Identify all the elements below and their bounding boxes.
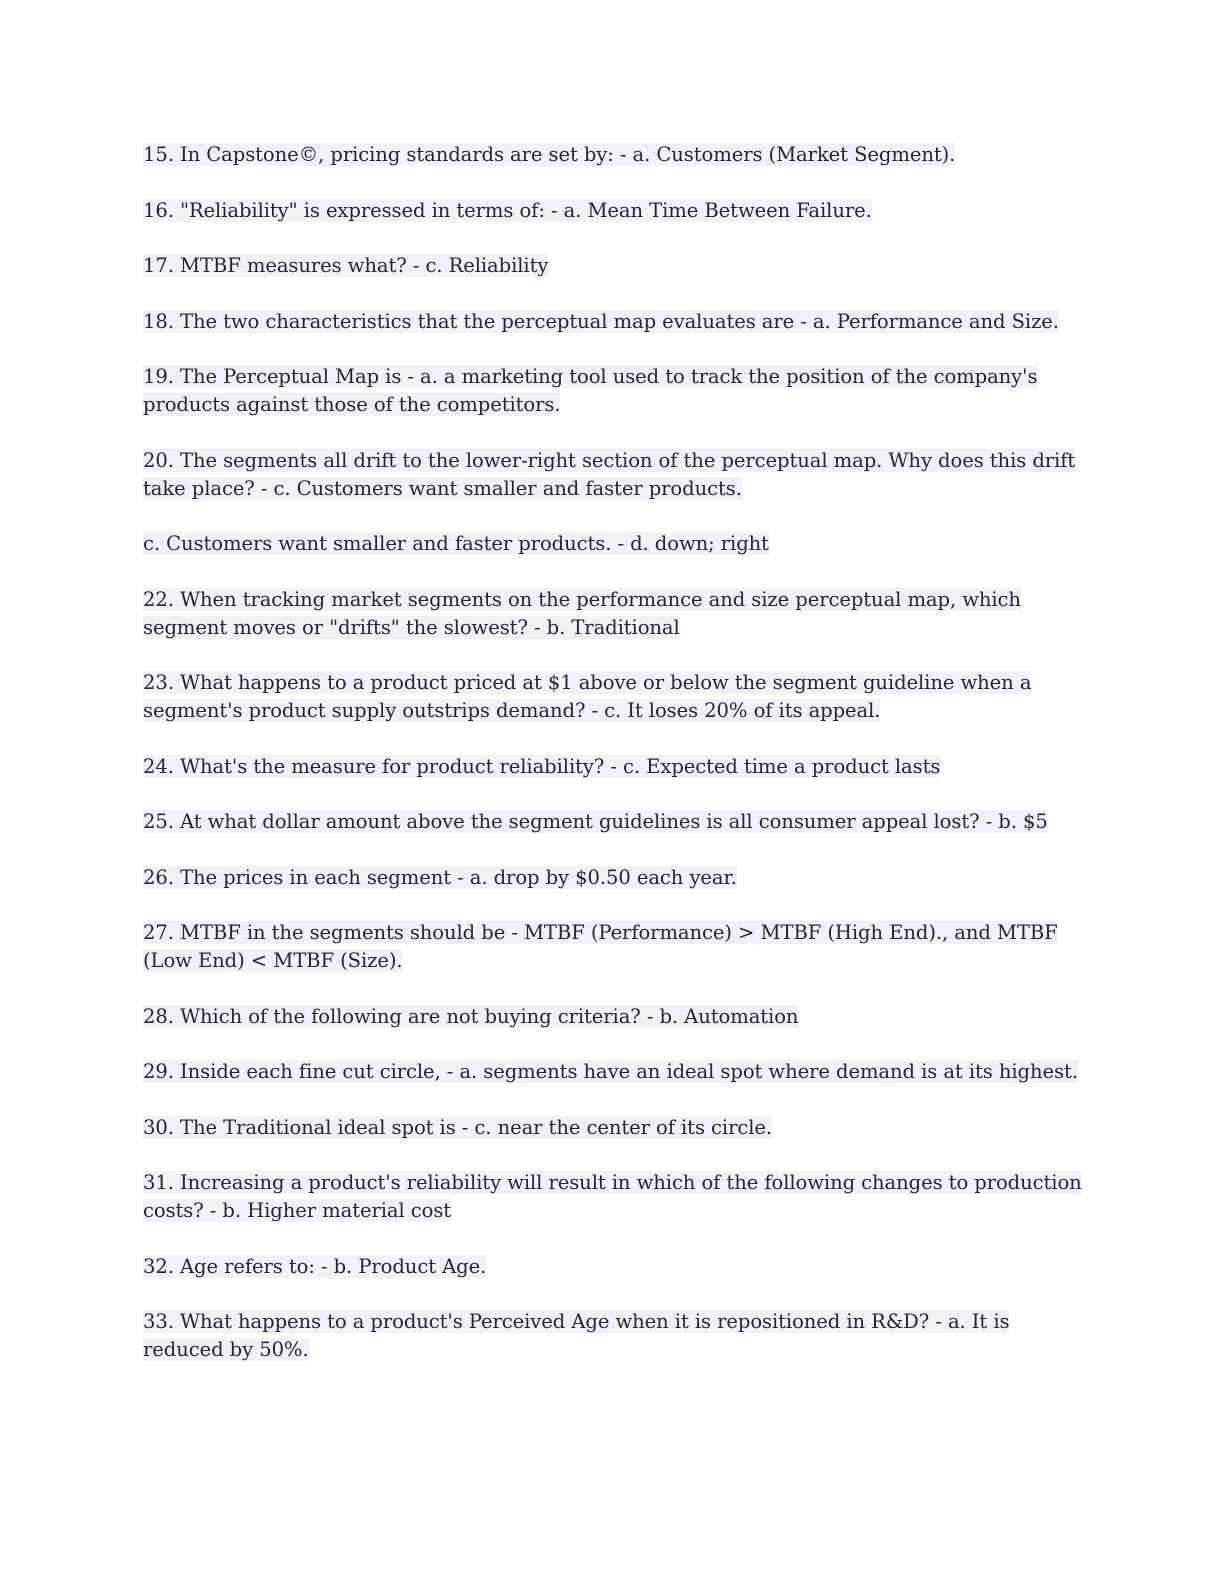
qa-text: 28. Which of the following are not buying criteria? - b. Automation xyxy=(143,1004,799,1028)
qa-text: 16. "Reliability" is expressed in terms of: - a. Mean Time Between Failure. xyxy=(143,198,872,222)
qa-item-21 xyxy=(143,530,1083,558)
qa-item-22 xyxy=(143,586,1083,642)
qa-text: 30. The Traditional ideal spot is - c. near the center of its circle. xyxy=(143,1115,772,1139)
qa-item-16 xyxy=(143,197,1083,225)
qa-item-29 xyxy=(143,1058,1083,1086)
qa-text: 22. When tracking market segments on the performance and size perceptual map, which segment moves or "drifts" the slowest? - b. Traditional xyxy=(143,587,1021,639)
qa-text: 27. MTBF in the segments should be - MTBF (Performance) > MTBF (High End)., and MTBF (Low End) < MTBF (Size). xyxy=(143,921,1058,972)
qa-text: 31. Increasing a product's reliability will result in which of the following changes to production costs? - b. Higher material cost xyxy=(143,1171,1082,1222)
qa-text: 32. Age refers to: - b. Product Age. xyxy=(143,1254,487,1278)
qa-text: 23. What happens to a product priced at $1 above or below the segment guideline when a segment's product supply outstrips demand? - c. It loses 20% of its appeal. xyxy=(143,671,1032,722)
qa-item-19 xyxy=(143,363,1083,419)
qa-text: 29. Inside each fine cut circle, - a. segments have an ideal spot where demand is at its highest. xyxy=(143,1060,1078,1083)
qa-text: 17. MTBF measures what? - c. Reliability xyxy=(143,254,549,277)
qa-text: 25. At what dollar amount above the segment guidelines is all consumer appeal lost? - b. $5 xyxy=(143,810,1048,833)
qa-text: 19. The Perceptual Map is - a. a marketing tool used to track the position of the company's products against those of the competitors. xyxy=(143,365,1038,416)
qa-item-23 xyxy=(143,669,1083,725)
qa-item-20 xyxy=(143,447,1083,503)
qa-item-26 xyxy=(143,864,1083,892)
qa-text: 18. The two characteristics that the perceptual map evaluates are - a. Performance and Size. xyxy=(143,309,1059,333)
qa-item-28 xyxy=(143,1003,1083,1031)
qa-text: c. Customers want smaller and faster products. - d. down; right xyxy=(143,532,769,555)
qa-text: 33. What happens to a product's Perceived Age when it is repositioned in R&D? - a. It is reduced by 50%. xyxy=(143,1310,1010,1361)
qa-item-25 xyxy=(143,808,1083,836)
document-page xyxy=(143,141,1083,1392)
qa-item-33 xyxy=(143,1308,1083,1364)
qa-text: 26. The prices in each segment - a. drop by $0.50 each year. xyxy=(143,865,737,889)
qa-item-30 xyxy=(143,1114,1083,1142)
qa-item-27 xyxy=(143,919,1083,975)
qa-item-15 xyxy=(143,141,1083,169)
qa-text: 24. What's the measure for product reliability? - c. Expected time a product lasts xyxy=(143,754,941,778)
qa-text: 15. In Capstone©, pricing standards are set by: - a. Customers (Market Segment). xyxy=(143,143,956,166)
qa-text: 20. The segments all drift to the lower-right section of the perceptual map. Why does this drift take place? - c. Customers want smaller and faster products. xyxy=(143,448,1076,500)
qa-item-32 xyxy=(143,1253,1083,1281)
qa-item-17 xyxy=(143,252,1083,280)
qa-item-18 xyxy=(143,308,1083,336)
qa-item-31 xyxy=(143,1169,1083,1225)
qa-item-24 xyxy=(143,753,1083,781)
